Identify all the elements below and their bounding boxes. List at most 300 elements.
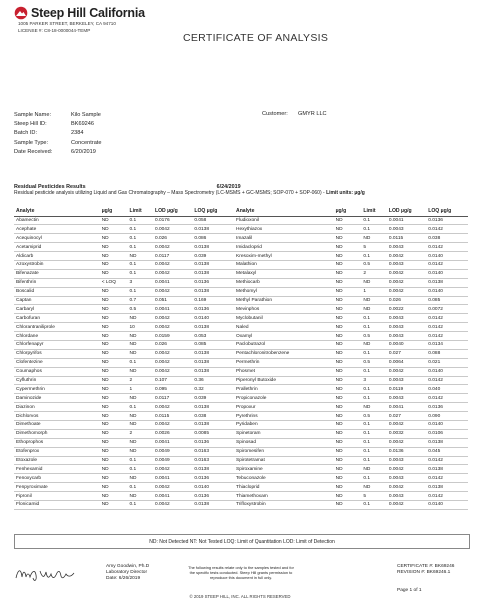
table-row bbox=[14, 483, 468, 492]
table-cell: 0.0042 bbox=[153, 287, 192, 296]
table-row bbox=[14, 216, 468, 225]
table-cell: ND bbox=[100, 243, 128, 252]
table-cell: 0.0064 bbox=[387, 358, 426, 367]
table-cell: Phosmet bbox=[234, 367, 334, 376]
table-cell: 0.0043 bbox=[387, 314, 426, 323]
table-cell: 0.0042 bbox=[153, 403, 192, 412]
table-cell: 0.0042 bbox=[153, 501, 192, 510]
table-cell: Chlordane bbox=[14, 332, 100, 341]
table-row bbox=[14, 403, 468, 412]
table-cell: ND bbox=[127, 349, 152, 358]
table-cell: ND bbox=[334, 243, 362, 252]
table-cell: Flonicamid bbox=[14, 501, 100, 510]
table-cell: 0.0043 bbox=[387, 260, 426, 269]
column-header: Analyte bbox=[14, 207, 100, 216]
table-cell: ND bbox=[361, 483, 386, 492]
table-cell: Paclobutrazol bbox=[234, 340, 334, 349]
table-cell: 0.0042 bbox=[387, 438, 426, 447]
table-cell: Spinetoram bbox=[234, 429, 334, 438]
table-cell: Etofenprox bbox=[14, 447, 100, 456]
table-cell: 0.0142 bbox=[426, 323, 468, 332]
table-cell: ND bbox=[334, 501, 362, 510]
table-cell: 2 bbox=[127, 376, 152, 385]
table-cell: ND bbox=[127, 420, 152, 429]
table-cell: ND bbox=[100, 420, 128, 429]
table-cell: ND bbox=[100, 492, 128, 501]
table-cell: Piperonyl Butoxide bbox=[234, 376, 334, 385]
certificate-block bbox=[397, 564, 454, 576]
signer-title: Laboratory Director bbox=[106, 570, 148, 575]
table-cell: ND bbox=[100, 447, 128, 456]
table-cell: ND bbox=[100, 358, 128, 367]
table-cell: 0.0117 bbox=[153, 252, 192, 261]
table-cell: ND bbox=[100, 394, 128, 403]
column-header: µg/g bbox=[334, 207, 362, 216]
table-cell: 0.0140 bbox=[192, 483, 234, 492]
table-cell: ND bbox=[100, 349, 128, 358]
table-row bbox=[14, 269, 468, 278]
table-cell: Pyridaben bbox=[234, 420, 334, 429]
table-cell: Thiacloprid bbox=[234, 483, 334, 492]
table-cell: 0.1 bbox=[127, 403, 152, 412]
table-cell: 0.1 bbox=[127, 483, 152, 492]
table-cell: 0.0042 bbox=[387, 501, 426, 510]
table-cell: ND bbox=[100, 234, 128, 243]
table-cell: Myclobutanil bbox=[234, 314, 334, 323]
table-cell: 0.1 bbox=[127, 501, 152, 510]
table-cell: ND bbox=[127, 340, 152, 349]
table-cell: ND bbox=[100, 403, 128, 412]
table-cell: 0.086 bbox=[192, 234, 234, 243]
table-cell: Spiroxamine bbox=[234, 465, 334, 474]
table-cell: ND bbox=[100, 385, 128, 394]
table-cell: 2 bbox=[127, 429, 152, 438]
table-cell: 0.0043 bbox=[387, 456, 426, 465]
table-cell: 0.0142 bbox=[426, 492, 468, 501]
page-number: Page 1 of 1 bbox=[397, 588, 422, 593]
table-cell: ND bbox=[127, 412, 152, 421]
table-cell: Abamectin bbox=[14, 216, 100, 225]
table-cell: 0.038 bbox=[192, 412, 234, 421]
table-cell: 0.0042 bbox=[387, 252, 426, 261]
table-cell: 0.0138 bbox=[192, 323, 234, 332]
table-cell: 0.0142 bbox=[426, 314, 468, 323]
table-cell: Acephate bbox=[14, 225, 100, 234]
table-cell: Etoxazole bbox=[14, 456, 100, 465]
table-cell: 0.0138 bbox=[426, 278, 468, 287]
table-cell: 0.0136 bbox=[387, 447, 426, 456]
results-units: Limit units: µg/g bbox=[326, 190, 365, 196]
table-cell: 0.0117 bbox=[153, 394, 192, 403]
table-cell: ND bbox=[334, 216, 362, 225]
table-cell: Diazinon bbox=[14, 403, 100, 412]
table-cell: 0.1 bbox=[127, 269, 152, 278]
table-cell: 0.039 bbox=[192, 394, 234, 403]
table-row bbox=[14, 412, 468, 421]
table-cell: ND bbox=[127, 492, 152, 501]
table-cell: Prallethrin bbox=[234, 385, 334, 394]
table-cell: Bifenthrin bbox=[14, 278, 100, 287]
column-header: Analyte bbox=[234, 207, 334, 216]
table-cell: ND bbox=[100, 465, 128, 474]
table-cell: ND bbox=[334, 314, 362, 323]
table-cell: Spinosad bbox=[234, 438, 334, 447]
table-cell: Fenpyroximate bbox=[14, 483, 100, 492]
table-row bbox=[14, 278, 468, 287]
legend-box bbox=[14, 534, 470, 549]
table-cell: ND bbox=[334, 349, 362, 358]
table-cell: Oxamyl bbox=[234, 332, 334, 341]
sample-label: Sample Name: bbox=[14, 112, 51, 118]
table-cell: ND bbox=[127, 314, 152, 323]
column-header: µg/g bbox=[100, 207, 128, 216]
table-cell: Malathion bbox=[234, 260, 334, 269]
table-cell: 0.0041 bbox=[387, 216, 426, 225]
table-cell: 0.7 bbox=[127, 296, 152, 305]
table-cell: Clofentezine bbox=[14, 358, 100, 367]
table-cell: ND bbox=[100, 483, 128, 492]
table-cell: 0.0115 bbox=[153, 412, 192, 421]
table-cell: 1 bbox=[361, 287, 386, 296]
table-cell: 0.0041 bbox=[153, 438, 192, 447]
table-cell: ND bbox=[100, 323, 128, 332]
table-cell: Boscalid bbox=[14, 287, 100, 296]
table-cell: 0.1 bbox=[361, 385, 386, 394]
table-row bbox=[14, 314, 468, 323]
table-row bbox=[14, 323, 468, 332]
table-row bbox=[14, 456, 468, 465]
steep-hill-logo-icon bbox=[14, 6, 28, 20]
table-cell: 0.040 bbox=[426, 385, 468, 394]
table-cell: ND bbox=[334, 225, 362, 234]
sample-label: Date Received: bbox=[14, 148, 53, 155]
table-cell: 0.1 bbox=[361, 394, 386, 403]
table-cell: ND bbox=[334, 252, 362, 261]
table-cell: ND bbox=[334, 385, 362, 394]
table-cell: Acequinocyl bbox=[14, 234, 100, 243]
table-cell: 0.0136 bbox=[192, 474, 234, 483]
table-cell: Dimethoate bbox=[14, 420, 100, 429]
table-cell: 0.045 bbox=[426, 447, 468, 456]
table-cell: 0.0042 bbox=[387, 483, 426, 492]
table-row bbox=[14, 429, 468, 438]
table-cell: 0.0142 bbox=[426, 474, 468, 483]
table-cell: Coumaphos bbox=[14, 367, 100, 376]
signature-image bbox=[14, 565, 76, 583]
table-cell: Chlorantraniliprole bbox=[14, 323, 100, 332]
table-cell: 0.0042 bbox=[153, 269, 192, 278]
table-row bbox=[14, 438, 468, 447]
table-cell: 0.1 bbox=[127, 358, 152, 367]
table-cell: 0.1 bbox=[361, 252, 386, 261]
table-cell: 0.1 bbox=[361, 501, 386, 510]
table-cell: Cyfluthrin bbox=[14, 376, 100, 385]
table-cell: 0.051 bbox=[153, 296, 192, 305]
table-cell: 0.0041 bbox=[153, 305, 192, 314]
table-cell: 0.0138 bbox=[192, 420, 234, 429]
table-cell: Mevinphos bbox=[234, 305, 334, 314]
table-cell: ND bbox=[334, 367, 362, 376]
table-cell: 0.0043 bbox=[387, 394, 426, 403]
table-cell: 1 bbox=[127, 385, 152, 394]
customer-info bbox=[262, 111, 327, 117]
table-cell: 0.32 bbox=[192, 385, 234, 394]
table-cell: ND bbox=[334, 376, 362, 385]
table-cell: 2 bbox=[361, 269, 386, 278]
sample-value: Kilo Sample bbox=[71, 112, 101, 118]
table-cell: Carbofuran bbox=[14, 314, 100, 323]
table-row bbox=[14, 385, 468, 394]
table-cell: ND bbox=[334, 420, 362, 429]
table-cell: 0.0043 bbox=[387, 243, 426, 252]
customer-value: GMYR LLC bbox=[298, 111, 327, 117]
table-cell: 0.1 bbox=[361, 216, 386, 225]
table-cell: 0.0138 bbox=[426, 438, 468, 447]
table-cell: ND bbox=[100, 287, 128, 296]
table-cell: Cypermethrin bbox=[14, 385, 100, 394]
table-cell: ND bbox=[334, 465, 362, 474]
table-cell: ND bbox=[127, 438, 152, 447]
table-cell: 0.0136 bbox=[192, 278, 234, 287]
table-row bbox=[14, 340, 468, 349]
table-cell: 0.0138 bbox=[192, 287, 234, 296]
table-cell: Trifloxystrobin bbox=[234, 501, 334, 510]
table-cell: 0.0142 bbox=[426, 260, 468, 269]
table-cell: ND bbox=[127, 367, 152, 376]
sample-row bbox=[14, 111, 101, 120]
table-cell: ND bbox=[334, 358, 362, 367]
table-cell: ND bbox=[361, 234, 386, 243]
table-cell: 0.1 bbox=[361, 225, 386, 234]
table-cell: 0.0159 bbox=[153, 332, 192, 341]
table-cell: 0.0042 bbox=[387, 269, 426, 278]
table-cell: ND bbox=[334, 296, 362, 305]
table-cell: Methyl Parathion bbox=[234, 296, 334, 305]
table-cell: 0.5 bbox=[361, 358, 386, 367]
table-cell: 0.0136 bbox=[192, 305, 234, 314]
table-cell: ND bbox=[334, 234, 362, 243]
table-cell: 0.1 bbox=[361, 420, 386, 429]
sample-value: 2384 bbox=[71, 130, 84, 137]
table-cell: 0.5 bbox=[361, 260, 386, 269]
table-cell: ND bbox=[127, 447, 152, 456]
table-cell: ND bbox=[100, 216, 128, 225]
table-cell: < LOQ bbox=[100, 278, 128, 287]
table-cell: ND bbox=[334, 287, 362, 296]
table-cell: 0.0042 bbox=[153, 358, 192, 367]
table-cell: 0.026 bbox=[153, 234, 192, 243]
table-cell: ND bbox=[334, 323, 362, 332]
table-row bbox=[14, 332, 468, 341]
copyright: © 2019 STEEP HILL, INC. ALL RIGHTS RESERVED bbox=[189, 594, 291, 599]
table-cell: 0.0072 bbox=[426, 305, 468, 314]
certificate-number: CERTIFICATE #: BK69246 bbox=[397, 564, 455, 569]
table-cell: 0.0136 bbox=[192, 492, 234, 501]
table-cell: 0.0042 bbox=[387, 287, 426, 296]
table-cell: ND bbox=[100, 376, 128, 385]
table-cell: Acetamiprid bbox=[14, 243, 100, 252]
table-cell: Daminozide bbox=[14, 394, 100, 403]
table-cell: 0.0026 bbox=[153, 429, 192, 438]
table-cell: ND bbox=[361, 403, 386, 412]
table-cell: 0.169 bbox=[192, 296, 234, 305]
table-cell: 0.0140 bbox=[426, 501, 468, 510]
table-cell: 0.0142 bbox=[426, 376, 468, 385]
disclaimer: The following results relate only to the samples tested and for the specific tests conducted. Steep Hill grants permission to reproduce this document in full only. bbox=[188, 565, 294, 580]
table-cell: 0.0041 bbox=[387, 403, 426, 412]
table-cell: Hexythiazox bbox=[234, 225, 334, 234]
table-cell: 0.1 bbox=[361, 447, 386, 456]
table-cell: 0.026 bbox=[387, 296, 426, 305]
table-row bbox=[14, 260, 468, 269]
table-cell: ND bbox=[334, 278, 362, 287]
sample-label: Steep Hill ID: bbox=[14, 121, 47, 128]
table-cell: 0.0142 bbox=[426, 332, 468, 341]
sample-value: 6/20/2019 bbox=[71, 148, 96, 155]
table-cell: Propiconazole bbox=[234, 394, 334, 403]
table-header-row bbox=[14, 207, 468, 216]
table-cell: Naled bbox=[234, 323, 334, 332]
table-cell: 0.1 bbox=[361, 323, 386, 332]
revision-number: REVISION #: BK69246.1 bbox=[397, 570, 451, 575]
table-cell: Azoxystrobin bbox=[14, 260, 100, 269]
table-cell: 0.0142 bbox=[426, 225, 468, 234]
table-cell: 0.085 bbox=[192, 340, 234, 349]
table-cell: ND bbox=[334, 403, 362, 412]
table-cell: 0.0042 bbox=[153, 349, 192, 358]
table-cell: 0.0163 bbox=[192, 456, 234, 465]
sample-value: Concentrate bbox=[71, 139, 102, 146]
table-cell: 0.1 bbox=[361, 314, 386, 323]
table-cell: 0.0138 bbox=[426, 483, 468, 492]
table-cell: 0.0136 bbox=[426, 403, 468, 412]
column-header: LOQ µg/g bbox=[426, 207, 468, 216]
table-cell: ND bbox=[334, 429, 362, 438]
table-row bbox=[14, 349, 468, 358]
table-cell: 0.0140 bbox=[426, 420, 468, 429]
table-cell: ND bbox=[100, 314, 128, 323]
table-row bbox=[14, 358, 468, 367]
table-cell: 0.0138 bbox=[192, 358, 234, 367]
table-cell: ND bbox=[361, 340, 386, 349]
table-cell: 0.0119 bbox=[387, 385, 426, 394]
table-cell: 0.090 bbox=[426, 412, 468, 421]
table-cell: 10 bbox=[127, 323, 152, 332]
table-cell: Methomyl bbox=[234, 287, 334, 296]
table-cell: ND bbox=[100, 367, 128, 376]
results-heading: Residual Pesticides Results bbox=[14, 184, 86, 190]
table-cell: 0.0041 bbox=[153, 474, 192, 483]
table-cell: Fludioxonil bbox=[234, 216, 334, 225]
table-cell: 0.0049 bbox=[153, 456, 192, 465]
table-cell: 0.0106 bbox=[426, 429, 468, 438]
table-cell: 0.0136 bbox=[426, 216, 468, 225]
table-cell: ND bbox=[334, 260, 362, 269]
table-cell: 0.1 bbox=[127, 225, 152, 234]
table-cell: Kresoxim-methyl bbox=[234, 252, 334, 261]
table-cell: 0.1 bbox=[361, 367, 386, 376]
table-cell: ND bbox=[334, 412, 362, 421]
table-cell: ND bbox=[100, 412, 128, 421]
table-cell: ND bbox=[100, 332, 128, 341]
sample-label: Sample Type: bbox=[14, 139, 49, 146]
table-cell: 0.0042 bbox=[153, 483, 192, 492]
sample-row bbox=[14, 120, 101, 129]
table-cell: ND bbox=[100, 296, 128, 305]
table-cell: 0.0138 bbox=[192, 225, 234, 234]
table-cell: Spiromesifen bbox=[234, 447, 334, 456]
table-cell: 0.0138 bbox=[192, 367, 234, 376]
table-cell: 0.0040 bbox=[387, 340, 426, 349]
table-cell: 0.0138 bbox=[426, 465, 468, 474]
table-cell: 0.0138 bbox=[192, 465, 234, 474]
table-cell: 0.5 bbox=[361, 332, 386, 341]
table-cell: 0.0042 bbox=[153, 465, 192, 474]
table-cell: 0.039 bbox=[192, 252, 234, 261]
table-cell: Permethrin bbox=[234, 358, 334, 367]
table-cell: 0.027 bbox=[387, 412, 426, 421]
sample-row bbox=[14, 139, 101, 148]
table-row bbox=[14, 305, 468, 314]
brand-name: Steep Hill California bbox=[31, 6, 145, 20]
table-row bbox=[14, 420, 468, 429]
table-cell: 0.095 bbox=[153, 385, 192, 394]
table-cell: 0.0043 bbox=[387, 492, 426, 501]
table-cell: Fipronil bbox=[14, 492, 100, 501]
table-cell: ND bbox=[100, 260, 128, 269]
table-cell: ND bbox=[334, 474, 362, 483]
table-cell: 0.0043 bbox=[387, 225, 426, 234]
document-title: CERTIFICATE OF ANALYSIS bbox=[183, 32, 329, 44]
table-cell: Metalaxyl bbox=[234, 269, 334, 278]
table-cell: ND bbox=[334, 438, 362, 447]
table-cell: 0.0041 bbox=[153, 278, 192, 287]
table-cell: 0.1 bbox=[127, 456, 152, 465]
column-header: LOD µg/g bbox=[153, 207, 192, 216]
results-description: Residual pesticide analysis utilizing Liquid and Gas Chromatography – Mass Spectrometry (LC-MSMS + GC-MSMS; SOP-070 + SOP-060) - bbox=[14, 190, 325, 196]
table-cell: ND bbox=[334, 447, 362, 456]
table-cell: Chlorpyrifos bbox=[14, 349, 100, 358]
column-header: LOD µg/g bbox=[387, 207, 426, 216]
table-cell: Dichlorvos bbox=[14, 412, 100, 421]
table-cell: 0.0042 bbox=[387, 278, 426, 287]
table-cell: ND bbox=[334, 305, 362, 314]
table-cell: 0.0142 bbox=[426, 456, 468, 465]
column-header: Limit bbox=[361, 207, 386, 216]
customer-label: Customer: bbox=[262, 111, 288, 117]
table-cell: 0.0136 bbox=[192, 438, 234, 447]
table-cell: 0.5 bbox=[127, 305, 152, 314]
table-cell: 0.027 bbox=[387, 349, 426, 358]
table-cell: 0.0176 bbox=[153, 216, 192, 225]
table-cell: 0.038 bbox=[426, 234, 468, 243]
table-cell: ND bbox=[100, 474, 128, 483]
table-cell: Fenoxycarb bbox=[14, 474, 100, 483]
table-cell: Pyrethrins bbox=[234, 412, 334, 421]
table-cell: 0.1 bbox=[127, 260, 152, 269]
table-cell: 0.1 bbox=[361, 438, 386, 447]
table-cell: 0.0085 bbox=[192, 429, 234, 438]
table-cell: ND bbox=[100, 305, 128, 314]
table-cell: 0.36 bbox=[192, 376, 234, 385]
table-cell: ND bbox=[100, 438, 128, 447]
table-cell: 0.1 bbox=[127, 287, 152, 296]
table-cell: 0.0043 bbox=[387, 323, 426, 332]
table-cell: 0.0163 bbox=[192, 447, 234, 456]
table-cell: 0.0042 bbox=[153, 420, 192, 429]
sample-row bbox=[14, 148, 101, 157]
brand-license: LICENSE #: C8-18-0000044-TEMP bbox=[18, 28, 91, 33]
